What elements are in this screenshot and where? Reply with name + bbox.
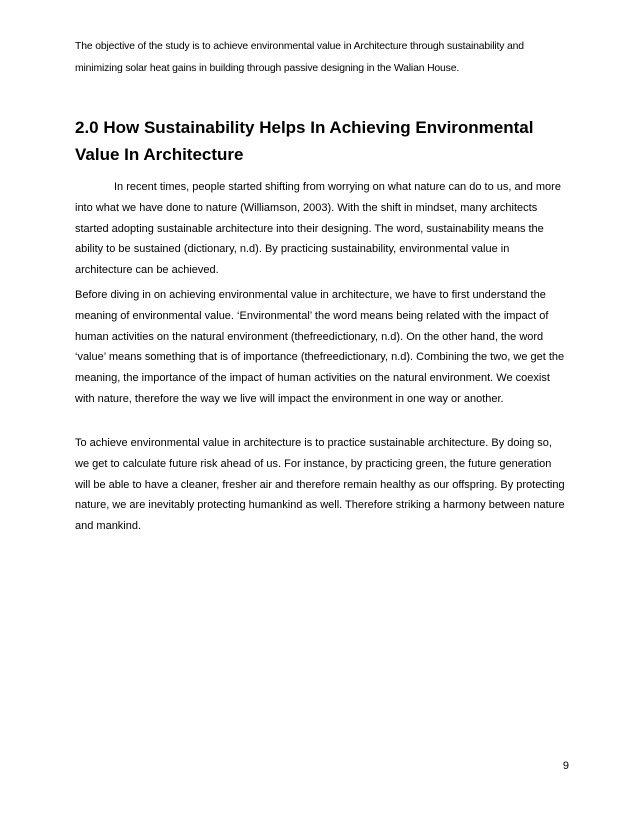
body-paragraph-3: To achieve environmental value in architecture is to practice sustainable architecture. By doing so, we get to calculate future risk ahead of us. For instance, by practicing green, the future generation will be able to have a cleaner, fresher air and therefore remain healthy as our offspring. By protecting nature, we are inevitably protecting humankind as well. Therefore striking a harmony between nature and mankind.	[75, 437, 565, 533]
section-heading: 2.0 How Sustainability Helps In Achieving Environmental Value In Architecture	[75, 118, 534, 164]
body-paragraph-1: In recent times, people started shifting from worrying on what nature can do to us, and more into what we have done to nature (Williamson, 2003). With the shift in mindset, many architects started adopting sustainable architecture into their designing. The word, sustainability means the ability to be sustained (dictionary, n.d). By practicing sustainability, environmental value in architecture can be achieved.	[75, 181, 561, 277]
body-paragraph-2: Before diving in on achieving environmental value in architecture, we have to first understand the meaning of environmental value. ‘Environmental’ the word means being related with the impact of human activities on the natural environment (thefreedictionary, n.d). On the other hand, the word ‘value’ means something that is of importance (thefreedictionary, n.d). Combining the two, we get the meaning, the importance of the impact of human activities on the natural environment. We coexist with nature, therefore the way we live will impact the environment in one way or another.	[75, 289, 565, 405]
intro-paragraph: The objective of the study is to achieve environmental value in Architecture through sustainability and minimizing solar heat gains in building through passive designing in the Walian House.	[75, 41, 524, 74]
page-number: 9	[562, 760, 569, 772]
